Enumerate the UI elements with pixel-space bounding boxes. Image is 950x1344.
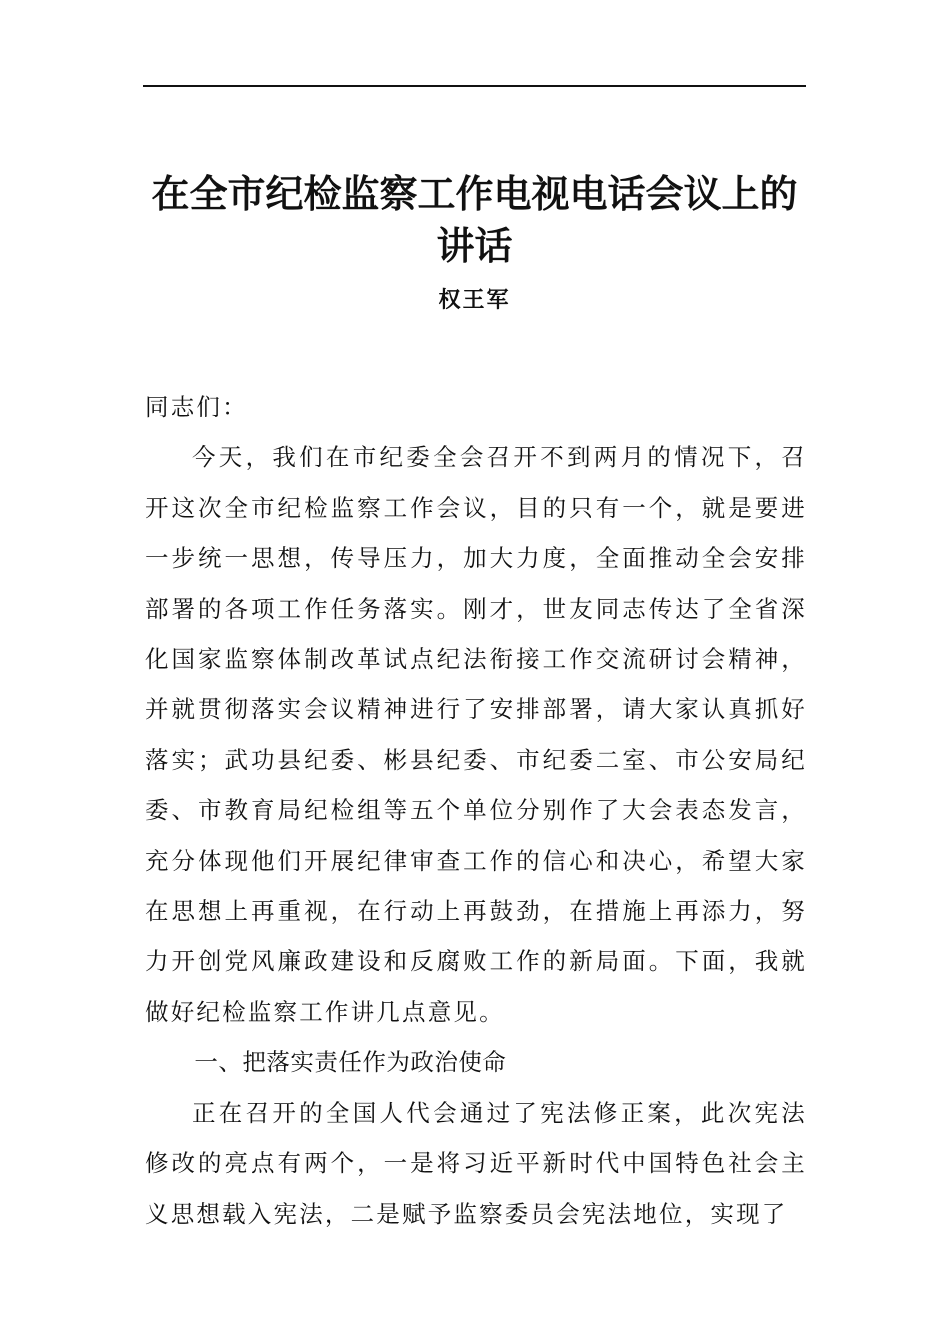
author-name: 权王军	[438, 288, 511, 313]
section-heading-1: 一、把落实责任作为政治使命	[194, 1048, 507, 1077]
header-rule	[143, 85, 806, 87]
document-title: 在全市纪检监察工作电视电话会议上的讲话	[151, 172, 798, 268]
document-body	[145, 382, 807, 1239]
greeting: 同志们：	[145, 393, 248, 421]
paragraph-section-1: 正在召开的全国人代会通过了宪法修正案，此次宪法修改的亮点有两个，一是将习近平新时代中国特色社会主义思想载入宪法，二是赋予监察委员会宪法地位，实现了	[145, 1098, 807, 1228]
paragraph-intro: 今天，我们在市纪委全会召开不到两月的情况下，召开这次全市纪检监察工作会议，目的只有一个，就是要进一步统一思想，传导压力，加大力度，全面推动全会安排部署的各项工作任务落实。刚才，世友同志传达了全省深化国家监察体制改革试点纪法衔接工作交流研讨会精神，并就贯彻落实会议精神进行了安排部署，请大家认真抓好落实；武功县纪委、彬县纪委、市纪委二室、市公安局纪委、市教育局纪检组等五个单位分别作了大会表态发言，充分体现他们开展纪律审查工作的信心和决心，希望大家在思想上再重视，在行动上再鼓劲，在措施上再添力，努力开创党风廉政建设和反腐败工作的新局面。下面，我就做好纪检监察工作讲几点意见。	[145, 443, 807, 1026]
